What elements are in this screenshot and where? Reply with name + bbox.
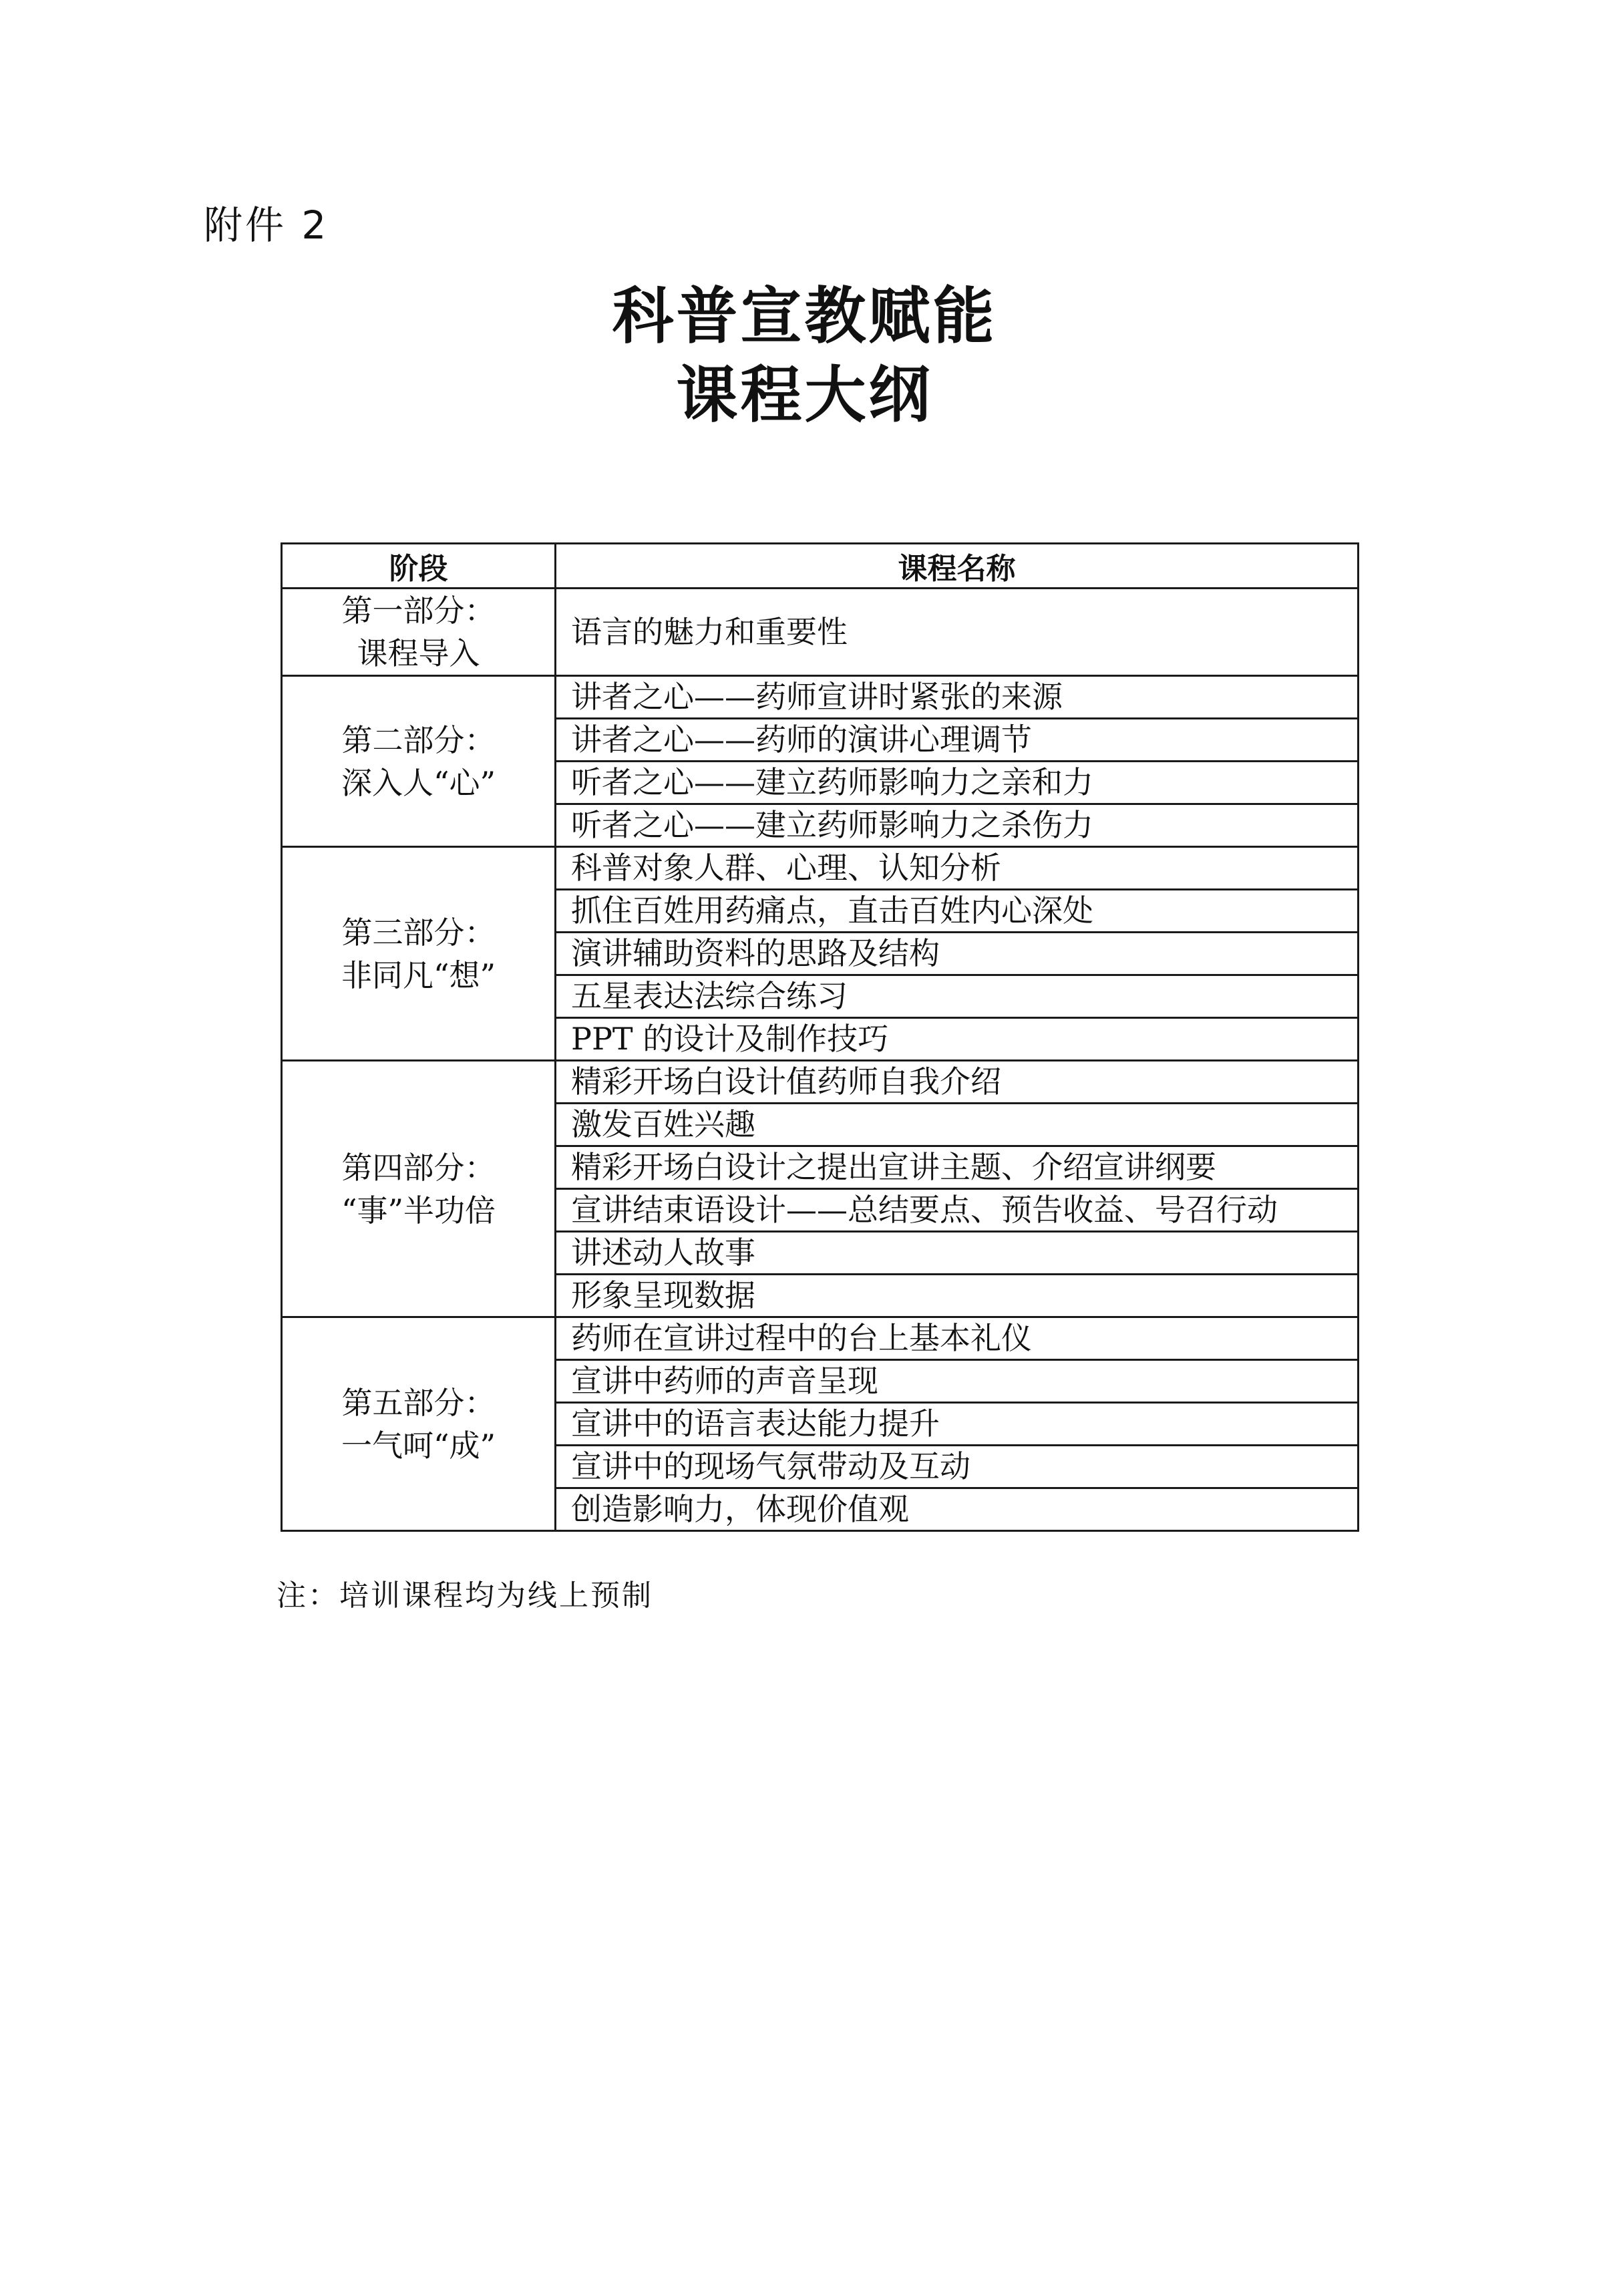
course-cell: 精彩开场白设计之提出宣讲主题、介绍宣讲纲要: [556, 1146, 1359, 1189]
course-cell: 抓住百姓用药痛点，直击百姓内心深处: [556, 890, 1359, 933]
column-header-stage: 阶段: [282, 544, 556, 589]
course-cell: 讲者之心——药师的演讲心理调节: [556, 719, 1359, 762]
table-header-row: [282, 544, 1359, 589]
stage-subtitle: 非同凡“想”: [341, 957, 496, 993]
table-row: [282, 589, 1359, 676]
course-cell: 五星表达法综合练习: [556, 975, 1359, 1018]
title-line-2: 课程大纲: [676, 359, 933, 431]
table-row: [282, 1061, 1359, 1104]
course-cell: 药师在宣讲过程中的台上基本礼仪: [556, 1317, 1359, 1360]
course-cell: 讲述动人故事: [556, 1232, 1359, 1275]
attachment-label: 附件 2: [204, 202, 329, 248]
stage-subtitle: 一气呵“成”: [341, 1427, 496, 1464]
table-row: [282, 1317, 1359, 1360]
course-cell: 精彩开场白设计值药师自我介绍: [556, 1061, 1359, 1104]
stage-cell-5: [282, 1317, 556, 1531]
course-cell: 创造影响力，体现价值观: [556, 1488, 1359, 1531]
stage-cell-4: [282, 1061, 556, 1317]
course-cell: 宣讲中的现场气氛带动及互动: [556, 1446, 1359, 1488]
stage-label: 第五部分：: [341, 1384, 496, 1421]
stage-cell-3: [282, 847, 556, 1061]
table-row: [282, 847, 1359, 890]
course-cell: 语言的魅力和重要性: [556, 589, 1359, 676]
stage-subtitle: 课程导入: [357, 635, 480, 671]
title-line-1: 科普宣教赋能: [612, 281, 997, 352]
course-cell: 听者之心——建立药师影响力之杀伤力: [556, 804, 1359, 847]
document-title: [0, 277, 1609, 435]
course-cell: 宣讲中药师的声音呈现: [556, 1360, 1359, 1403]
course-cell: 科普对象人群、心理、认知分析: [556, 847, 1359, 890]
column-header-course: 课程名称: [556, 544, 1359, 589]
course-cell: 宣讲结束语设计——总结要点、预告收益、号召行动: [556, 1189, 1359, 1232]
course-cell: 听者之心——建立药师影响力之亲和力: [556, 762, 1359, 804]
course-cell: 演讲辅助资料的思路及结构: [556, 933, 1359, 975]
stage-subtitle: “事”半功倍: [341, 1192, 496, 1228]
stage-cell-2: [282, 676, 556, 847]
table-row: [282, 676, 1359, 719]
course-outline-table: [281, 542, 1359, 1532]
course-cell: 宣讲中的语言表达能力提升: [556, 1403, 1359, 1446]
course-cell: 讲者之心——药师宣讲时紧张的来源: [556, 676, 1359, 719]
stage-label: 第三部分：: [341, 914, 496, 951]
course-cell: 形象呈现数据: [556, 1275, 1359, 1317]
footnote: 注：培训课程均为线上预制: [277, 1579, 653, 1613]
course-cell: PPT 的设计及制作技巧: [556, 1018, 1359, 1061]
stage-label: 第一部分：: [341, 593, 496, 629]
course-cell: 激发百姓兴趣: [556, 1104, 1359, 1146]
stage-subtitle: 深入人“心”: [341, 764, 496, 801]
stage-label: 第二部分：: [341, 721, 496, 758]
stage-label: 第四部分：: [341, 1149, 496, 1186]
stage-cell-1: [282, 589, 556, 676]
